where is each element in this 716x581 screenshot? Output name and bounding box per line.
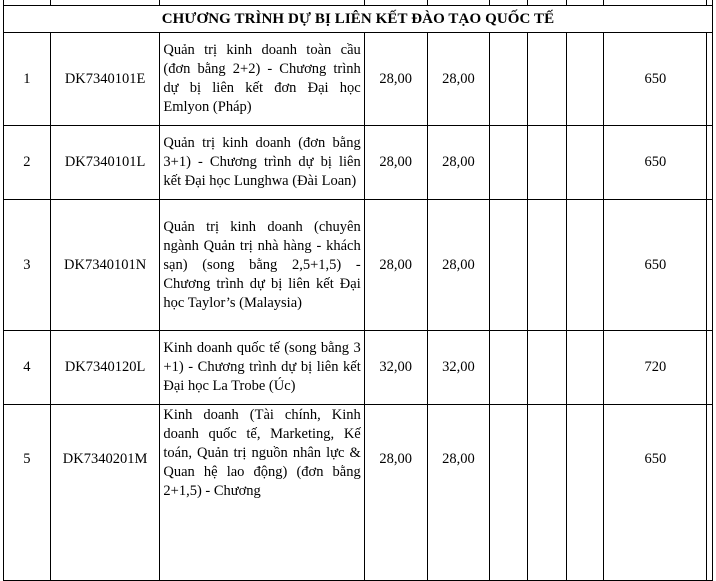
score-value-1: 32,00 [364, 331, 427, 405]
program-name: Quản trị kinh doanh toàn cầu (đơn bằng 2+2) - Chương trình dự bị liên kết đơn Đại học Emlyon (Pháp) [160, 33, 364, 126]
table-row [4, 405, 713, 581]
empty-cell [490, 200, 528, 331]
score-value-1: 28,00 [364, 405, 427, 581]
empty-cell [707, 33, 713, 126]
empty-cell [490, 405, 528, 581]
score-value-2: 28,00 [427, 405, 490, 581]
program-name: Quản trị kinh doanh (đơn bằng 3+1) - Chương trình dự bị liên kết Đại học Lunghwa (Đài Loan) [160, 126, 364, 200]
empty-cell [707, 331, 713, 405]
program-code: DK7340120L [50, 331, 160, 405]
empty-cell [490, 126, 528, 200]
section-title: CHƯƠNG TRÌNH DỰ BỊ LIÊN KẾT ĐÀO TẠO QUỐC TẾ [4, 6, 713, 33]
empty-cell [566, 33, 604, 126]
empty-cell [566, 331, 604, 405]
score-value-2: 32,00 [427, 331, 490, 405]
score-value-1: 28,00 [364, 33, 427, 126]
empty-cell [490, 331, 528, 405]
table-row [4, 33, 713, 126]
empty-cell [527, 331, 566, 405]
program-name: Kinh doanh (Tài chính, Kinh doanh quốc tế, Marketing, Kế toán, Quản trị nguồn nhân lực & Quan hệ lao động) (đơn bằng 2+1,5) - Chương [160, 405, 364, 581]
section-header-row [4, 6, 713, 33]
table-row [4, 200, 713, 331]
empty-cell [527, 126, 566, 200]
aptitude-score: 720 [604, 331, 707, 405]
score-value-2: 28,00 [427, 200, 490, 331]
admission-table [3, 0, 713, 581]
row-index: 3 [4, 200, 51, 331]
table-row [4, 331, 713, 405]
empty-cell [566, 126, 604, 200]
empty-cell [707, 200, 713, 331]
aptitude-score: 650 [604, 200, 707, 331]
row-index: 1 [4, 33, 51, 126]
program-code: DK7340201M [50, 405, 160, 581]
score-value-1: 28,00 [364, 200, 427, 331]
empty-cell [490, 33, 528, 126]
empty-cell [527, 33, 566, 126]
table-row [4, 126, 713, 200]
empty-cell [527, 200, 566, 331]
empty-cell [707, 405, 713, 581]
row-index: 2 [4, 126, 51, 200]
program-code: DK7340101E [50, 33, 160, 126]
empty-cell [566, 405, 604, 581]
program-name: Quản trị kinh doanh (chuyên ngành Quản trị nhà hàng - khách sạn) (song bằng 2,5+1,5) - Chương trình dự bị liên kết Đại học Taylor’s (Malaysia) [160, 200, 364, 331]
empty-cell [527, 405, 566, 581]
row-index: 4 [4, 331, 51, 405]
row-index: 5 [4, 405, 51, 581]
empty-cell [566, 200, 604, 331]
score-value-2: 28,00 [427, 126, 490, 200]
program-code: DK7340101L [50, 126, 160, 200]
program-code: DK7340101N [50, 200, 160, 331]
aptitude-score: 650 [604, 126, 707, 200]
program-name: Kinh doanh quốc tế (song bằng 3 +1) - Chương trình dự bị liên kết Đại học La Trobe (Úc) [160, 331, 364, 405]
empty-cell [707, 126, 713, 200]
score-value-2: 28,00 [427, 33, 490, 126]
admission-table-container [3, 0, 713, 581]
score-value-1: 28,00 [364, 126, 427, 200]
aptitude-score: 650 [604, 405, 707, 581]
aptitude-score: 650 [604, 33, 707, 126]
